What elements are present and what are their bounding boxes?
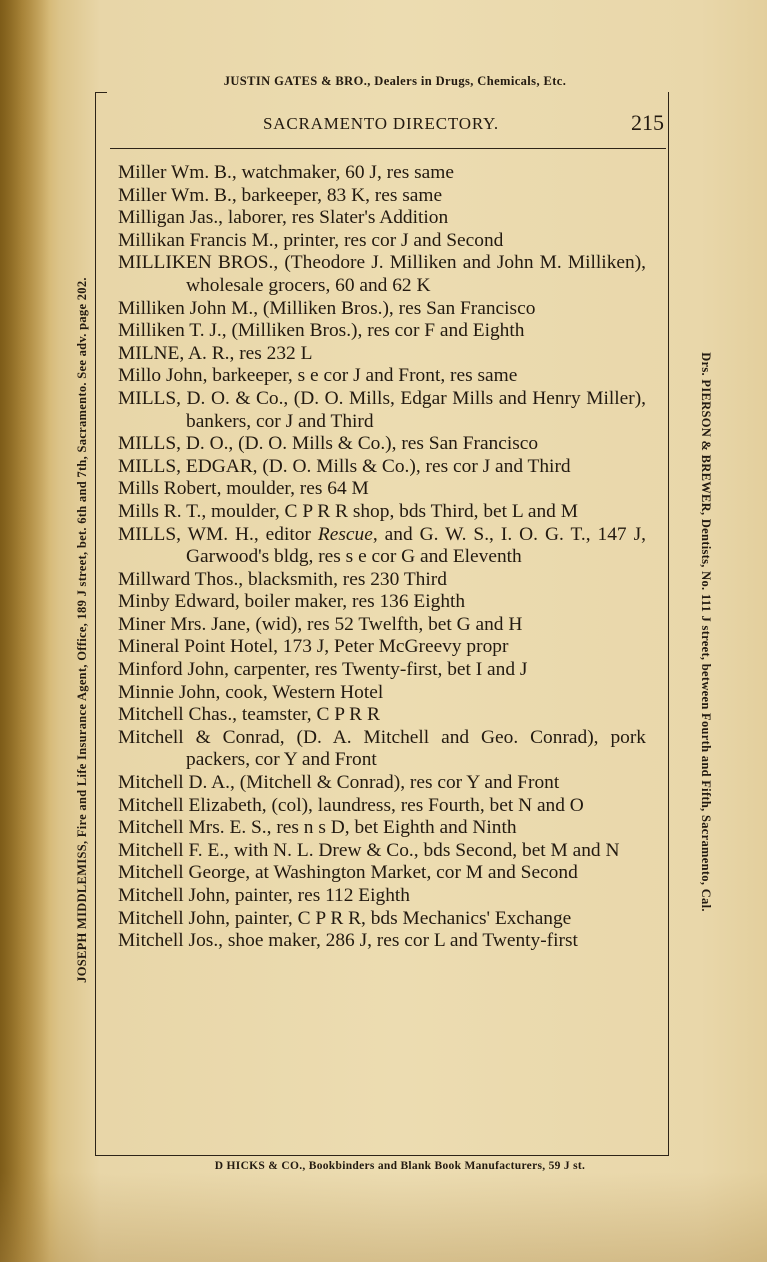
directory-entries (118, 162, 646, 953)
directory-entry: MILLS, D. O., (D. O. Mills & Co.), res San Francisco (118, 433, 539, 455)
publication-title: Rescue (317, 523, 373, 545)
directory-entry: Miller Wm. B., barkeeper, 83 K, res same (118, 184, 443, 206)
directory-entry: Mitchell F. E., with N. L. Drew & Co., bds Second, bet M and N (118, 839, 620, 861)
directory-entry: Millikan Francis M., printer, res cor J and Second (118, 229, 504, 251)
page-header (96, 110, 666, 140)
directory-entry: Mitchell Elizabeth, (col), laundress, res Fourth, bet N and O (118, 794, 584, 816)
header-rule (110, 148, 666, 149)
right-margin-ad (676, 232, 736, 1032)
directory-entry: Mitchell D. A., (Mitchell & Conrad), res cor Y and Front (118, 772, 560, 794)
directory-entry: Millward Thos., blacksmith, res 230 Third (118, 568, 447, 590)
directory-entry: Mitchell & Conrad, (D. A. Mitchell and Geo. Conrad), pork packers, cor Y and Front (118, 726, 646, 771)
directory-entry: Mitchell John, painter, res 112 Eighth (118, 885, 411, 906)
directory-entry: MILLS, WM. H., editor Rescue, and G. W. S., I. O. G. T., 147 J, Garwood's bldg, res s e cor G and Eleventh (118, 523, 647, 568)
directory-entry: Miller Wm. B., watchmaker, 60 J, res same (118, 162, 454, 183)
directory-entry: Mills Robert, moulder, res 64 M (118, 478, 369, 500)
top-advertisement: JUSTIN GATES & BRO., Dealers in Drugs, Chemicals, Etc. (223, 74, 567, 88)
right-margin-ad-text: Drs. PIERSON & BREWER, Dentists, No. 111 J street, between Fourth and Fifth, Sacramento, Cal. (699, 352, 713, 912)
page-title: SACRAMENTO DIRECTORY. (263, 114, 499, 133)
directory-entry: Miner Mrs. Jane, (wid), res 52 Twelfth, bet G and H (118, 613, 523, 635)
directory-entry: Milliken John M., (Milliken Bros.), res San Francisco (118, 297, 536, 319)
directory-entry: MILLS, EDGAR, (D. O. Mills & Co.), res cor J and Third (118, 455, 571, 477)
directory-entry: Minnie John, cook, Western Hotel (118, 681, 384, 703)
directory-entry: Mitchell Chas., teamster, C P R R (118, 704, 380, 726)
directory-entry: Mineral Point Hotel, 173 J, Peter McGreevy propr (118, 636, 509, 658)
directory-entry: MILLS, D. O. & Co., (D. O. Mills, Edgar Mills and Henry Miller), bankers, cor J and Third (118, 387, 646, 432)
directory-entry: MILNE, A. R., res 232 L (118, 342, 313, 364)
directory-entry: Mitchell George, at Washington Market, cor M and Second (118, 862, 578, 884)
left-margin-ad (52, 150, 112, 1110)
directory-entry: MILLIKEN BROS., (Theodore J. Milliken and John M. Milliken), wholesale grocers, 60 and 62 K (118, 252, 646, 296)
directory-entry: Millo John, barkeeper, s e cor J and Front, res same (118, 365, 518, 387)
directory-entry: Milliken T. J., (Milliken Bros.), res cor F and Eighth (118, 320, 525, 342)
directory-entry: Minford John, carpenter, res Twenty-first, bet I and J (118, 659, 528, 681)
directory-entry: Minby Edward, boiler maker, res 136 Eighth (118, 591, 466, 613)
spine-shadow (0, 0, 50, 1262)
left-margin-ad-text: JOSEPH MIDDLEMISS, Fire and Life Insurance Agent, Office, 189 J street, bet. 6th and 7th, Sacramento. See adv. page 202. (75, 277, 89, 983)
directory-entry: Milligan Jas., laborer, res Slater's Addition (118, 207, 449, 229)
page-number: 215 (631, 110, 664, 135)
directory-entry: Mitchell John, painter, C P R R, bds Mechanics' Exchange (118, 907, 572, 929)
directory-entry: Mitchell Mrs. E. S., res n s D, bet Eighth and Ninth (118, 817, 517, 839)
bottom-advertisement: D HICKS & CO., Bookbinders and Blank Book Manufacturers, 59 J st. (214, 1160, 586, 1172)
page-shade (0, 1172, 767, 1262)
directory-entry: Mills R. T., moulder, C P R R shop, bds Third, bet L and M (118, 500, 578, 522)
directory-entry: Mitchell Jos., shoe maker, 286 J, res cor L and Twenty-first (118, 930, 578, 952)
